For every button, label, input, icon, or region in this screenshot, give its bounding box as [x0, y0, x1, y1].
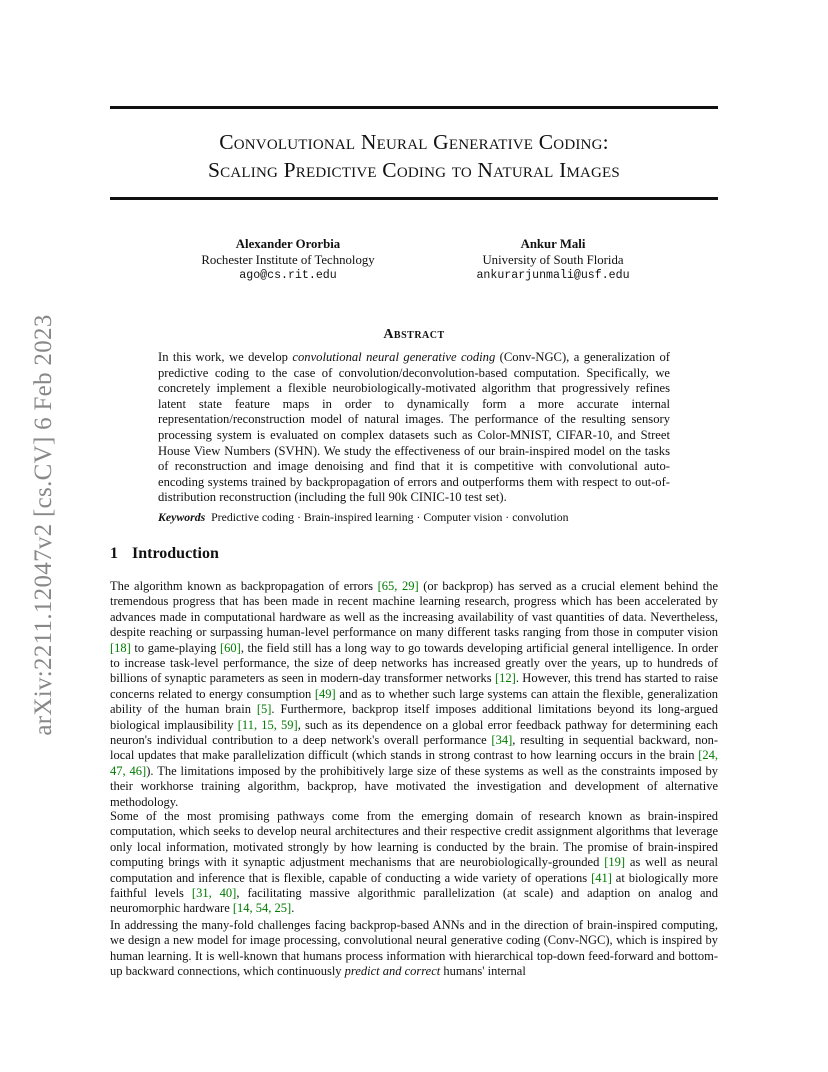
- citation-link[interactable]: [31, 40]: [191, 886, 237, 901]
- author-1-email: ago@cs.rit.edu: [239, 269, 337, 282]
- title-rule-bottom: [110, 197, 718, 200]
- paragraph-2: Some of the most promising pathways come from the emerging domain of research known as brain-inspired computation, which seeks to develop neural architectures and their respective credit assignment algorithms that leverage only local information, motivated strongly by how learning is conducted by the brain. The promise of brain-inspired computing brings with it synaptic adjustment mechanisms that are neurobiologically-grounded [19] as well as neural computation and inference that is flexible, capable of conducting a wide variety of operations [41] at biologically more faithful levels [31, 40], facilitating massive algorithmic parallelization (at scale) and adaption on analog and neuromorphic hardware [14, 54, 25].: [110, 809, 719, 916]
- title-rule-top: [110, 106, 718, 109]
- keywords-label: Keywords: [158, 510, 206, 524]
- title-line-2: Scaling Predictive Coding to Natural Images: [208, 158, 620, 182]
- author-1-affiliation: Rochester Institute of Technology: [201, 252, 375, 267]
- paragraph-3: In addressing the many-fold challenges facing backprop-based ANNs and in the direction of brain-inspired computing, we design a new model for image processing, convolutional neural generative coding (Conv-NGC), which is inspired by human learning. It is well-known that humans process information with hierarchical top-down feed-forward and bottom-up backward connections, which continuously predict and correct humans' internal: [110, 918, 718, 979]
- author-2: [448, 237, 658, 284]
- author-1-name: Alexander Ororbia: [235, 237, 341, 251]
- citation-link[interactable]: [65, 29]: [377, 579, 419, 593]
- abstract-text: In this work, we develop convolutional neural generative coding (Conv-NGC), a generalization of predictive coding to the case of convolution/deconvolution-based computation. Specifically, we concretely implement a flexible neurobiologically-motivated algorithm that progressively refines latent state feature maps in order to dynamically form a more accurate internal representation/reconstruction model of natural images. The performance of the resulting sensory processing system is evaluated on complex datasets such as Color-MNIST, CIFAR-10, and Street House View Numbers (SVHN). We study the effectiveness of our brain-inspired model on the tasks of reconstruction and image denoising and find that it is competitive with convolutional auto-encoding systems trained by backpropagation of errors and outperforms them with respect to out-of-distribution reconstruction (including the full 90k CINIC-10 test set).: [158, 350, 670, 505]
- arxiv-side-stamp: arXiv:2211.12047v2 [cs.CV] 6 Feb 2023: [30, 314, 57, 736]
- author-2-name: Ankur Mali: [520, 237, 586, 251]
- citation-link[interactable]: [41]: [591, 870, 612, 885]
- author-1: [180, 237, 396, 284]
- citation-link[interactable]: [34]: [491, 733, 513, 748]
- citation-link[interactable]: [11, 15, 59]: [237, 717, 298, 732]
- section-title: Introduction: [132, 545, 219, 562]
- citation-link[interactable]: [5]: [256, 702, 272, 717]
- citation-link[interactable]: [60]: [220, 640, 241, 655]
- citation-link[interactable]: [24, 47, 46]: [110, 748, 718, 778]
- keywords: [158, 510, 670, 525]
- citation-link[interactable]: [19]: [604, 855, 626, 870]
- citation-link[interactable]: [12]: [494, 671, 516, 686]
- author-2-affiliation: University of South Florida: [482, 252, 624, 267]
- citation-link[interactable]: [18]: [110, 640, 131, 655]
- citation-link[interactable]: [49]: [314, 686, 336, 701]
- title-line-1: Convolutional Neural Generative Coding:: [219, 130, 609, 154]
- abstract-heading: Abstract: [383, 327, 445, 342]
- paragraph-1: The algorithm known as backpropagation of errors [65, 29] (or backprop) has served as a crucial element behind the tremendous progress that has been made in recent machine learning research, progress which has been accelerated by advances made in computational hardware as well as the increasing availability of vast quantities of data. Nevertheless, despite reaching or surpassing human-level performance on many different tasks ranging from those in computer vision [18] to game-playing [60], the field still has a long way to go towards developing artificial general intelligence. In order to increase task-level performance, the size of deep networks has increased greatly over the years, up to hundreds of billions of synaptic parameters as seen in modern-day transformer networks [12]. However, this trend has started to raise concerns related to energy consumption [49] and as to whether such large systems can attain the flexible, generalization ability of the human brain [5]. Furthermore, backprop itself imposes additional limitations beyond its long-argued biological implausibility [11, 15, 59], such as its dependence on a global error feedback pathway for determining each neuron's individual contribution to a deep network's overall performance [34], resulting in sequential backward, non-local updates that make parallelization difficult (which stands in strong contrast to how learning occurs in the brain [24, 47, 46]). The limitations imposed by the prohibitively large size of these systems as well as the constraints imposed by their workhorse training algorithm, backprop, have motivated the investigation and development of alternative methodology.: [110, 579, 719, 809]
- keywords-text: Predictive coding · Brain-inspired learning · Computer vision · convolution: [211, 510, 569, 524]
- author-2-email: ankurarjunmali@usf.edu: [476, 269, 630, 282]
- paper-title: [110, 128, 718, 184]
- citation-link[interactable]: [14, 54, 25]: [232, 901, 292, 916]
- section-heading: [110, 545, 219, 563]
- section-number: 1: [110, 545, 118, 562]
